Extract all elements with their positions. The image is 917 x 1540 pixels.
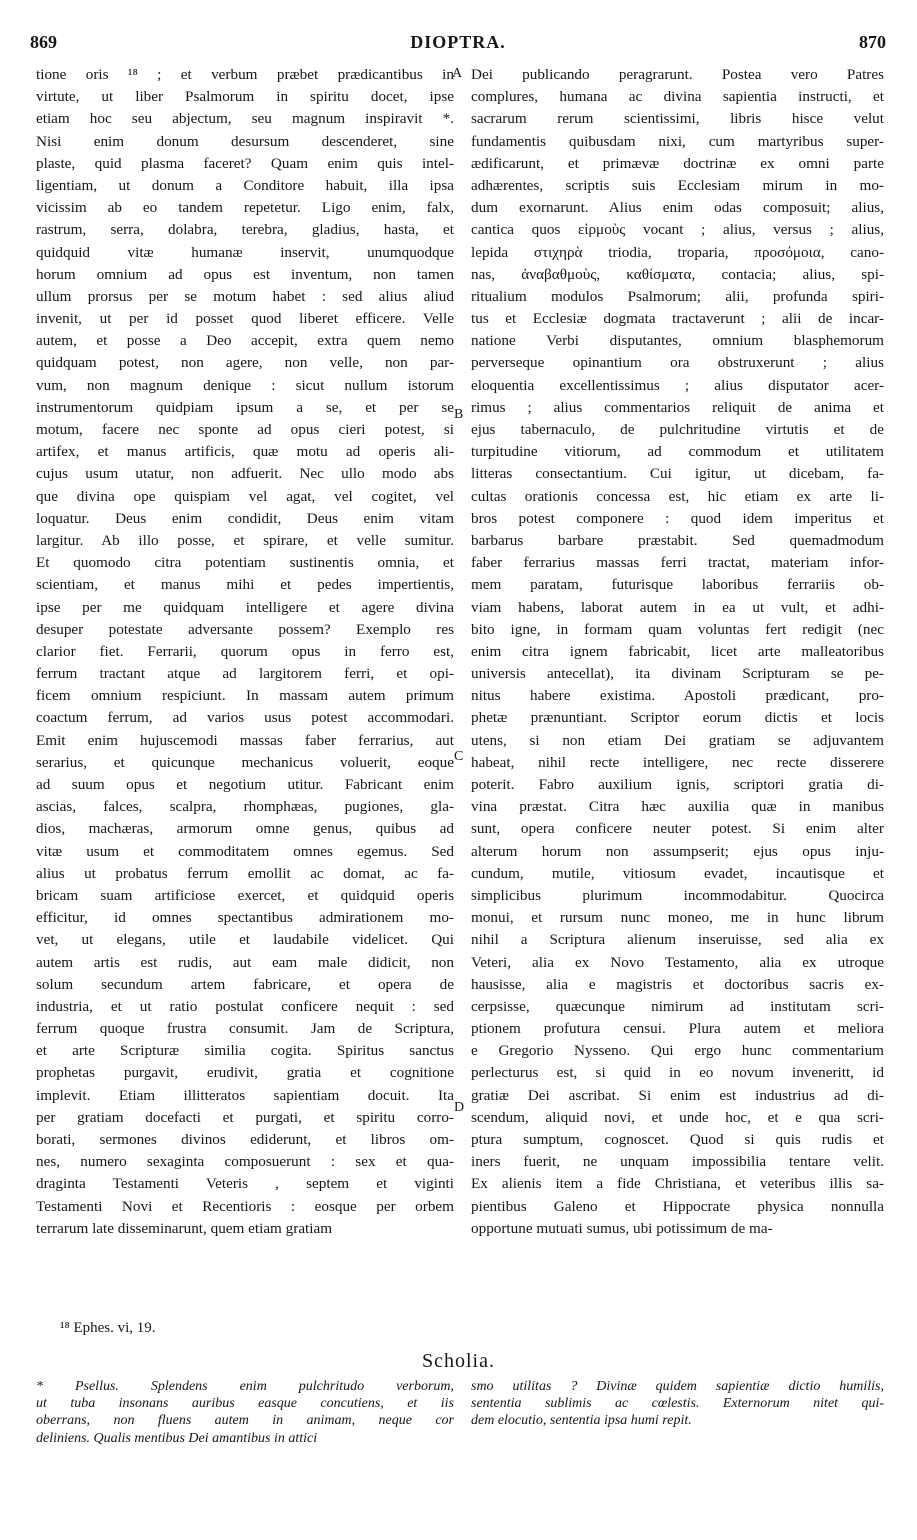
text-line: cantica quos εἱρμοὺς vocant ; alius, versus ; alius, xyxy=(471,221,884,239)
text-line: scendum, aliquid novi, et unde hoc, et e qua scri- xyxy=(471,1108,884,1126)
text-line: prophetas purgavit, erudivit, gratia et cognitione xyxy=(36,1064,454,1082)
text-line: poterit. Fabro auxilium ignis, scriptori gratia di- xyxy=(471,776,884,793)
text-line: perlecturus est, si quid in eo novum inveneritt, id xyxy=(471,1064,884,1082)
text-line: virtute, ut liber Psalmorum in spiritu docet, ipse xyxy=(36,88,454,106)
text-line: motum, facere nec sponte ad opus cieri potest, si xyxy=(36,421,454,438)
text-line: ipse per me quidquam intelligere et agere divina xyxy=(36,598,454,616)
text-line: complures, humana ac divina sapientia instructi, et xyxy=(471,88,884,106)
text-line: cerpsisse, quæcunque nimirum ad institutam scri- xyxy=(471,997,884,1015)
page-number-right: 870 xyxy=(859,32,886,52)
text-line: vicissim ab eo tandem repetetur. Ligo enim, falx, xyxy=(36,199,454,217)
scholia-line: ut tuba insonans auribus easque concutiens, et iis xyxy=(36,1396,454,1412)
text-line: Dei publicando peragrarunt. Postea vero Patres xyxy=(471,66,884,83)
text-line: monui, et rursum nunc moneo, me in hunc librum xyxy=(471,909,884,927)
scholia-line: dem elocutio, sententia ipsa humi repit. xyxy=(471,1413,692,1429)
text-line: ptura sumptum, cognoscet. Quod si quis rudis et xyxy=(471,1131,884,1148)
text-line: draginta Testamenti Veteris , septem et viginti xyxy=(36,1175,454,1193)
scholia-left-column xyxy=(36,1378,454,1447)
text-line: alterum horum non assumpserit; ejus opus inju- xyxy=(471,842,884,860)
text-line: ad suum opus et negotium utitur. Fabricant enim xyxy=(36,776,454,793)
text-line: fundamentis quibusdam nixi, cum martyribus super- xyxy=(471,132,884,150)
margin-marker-d: D xyxy=(454,1100,465,1115)
text-line: nas, ἀναβαθμοὺς, καθίσματα, contacia; alius, spi- xyxy=(471,265,884,283)
left-column xyxy=(36,64,454,1240)
text-line: rastrum, serra, dolabra, terebra, gladius, hasta, et xyxy=(36,221,454,239)
text-line: ejus tabernaculo, de pulchritudine virtutis et de xyxy=(471,421,884,438)
text-line: ficem omnium respiciunt. In massam autem primum xyxy=(36,687,454,705)
text-line: Veteri, alia ex Novo Testamento, alia ex utroque xyxy=(471,953,884,971)
text-line: simplicibus plurimum incommodabitur. Quocirca xyxy=(471,886,884,904)
text-line: ædificarunt, et primævæ doctrinæ ex omni parte xyxy=(471,154,884,172)
text-line: terrarum late disseminarunt, quem etiam gratiam xyxy=(36,1219,333,1237)
text-line: e Gregorio Nysseno. Qui ergo hunc commentarium xyxy=(471,1042,884,1060)
text-line: largitur. Ab illo posse, et spirare, et velle sumitur. xyxy=(36,531,454,549)
text-line: utens, si non etiam Dei gratiam se adjuvantem xyxy=(471,731,884,749)
text-line: vet, ut elegans, utile et laudabile videlicet. Qui xyxy=(36,931,454,949)
text-line: loquatur. Deus enim condidit, Deus enim vitam xyxy=(36,509,454,527)
text-line: tione oris ¹⁸ ; et verbum præbet prædicantibus in xyxy=(36,66,454,83)
text-line: plaste, quid plasma faceret? Quam enim quis intel- xyxy=(36,154,454,172)
running-header xyxy=(30,32,886,56)
scholia-line: sententia sublimis ac cœlestis. Externorum nitet qui- xyxy=(471,1396,884,1412)
text-line: per gratiam docefacti et purgati, et spiritu corro- xyxy=(36,1108,454,1126)
page-number-left: 869 xyxy=(30,32,57,52)
text-line: Et quomodo citra potentiam sustinentis omnia, et xyxy=(36,554,454,572)
right-column xyxy=(471,64,884,1240)
text-line: ullum prorsus per se motum habet : sed alius aliud xyxy=(36,287,454,305)
text-line: faber ferrarius massas ferri tractat, materiam infor- xyxy=(471,554,884,572)
scholia-right-column xyxy=(471,1378,884,1430)
text-line: Nisi enim donum desursum descenderet, sine xyxy=(36,132,454,150)
text-line: litteras consectantium. Cui igitur, ut dicebam, fa- xyxy=(471,465,884,483)
text-line: borati, sermones divinos ediderunt, et libros om- xyxy=(36,1131,454,1148)
text-line: adhærentes, scriptis suis Ecclesiam mirum in mo- xyxy=(471,176,884,194)
text-line: ascias, falces, scalpra, rhomphæas, pugiones, gla- xyxy=(36,798,454,816)
text-line: phetæ prænuntiant. Scriptor eorum dictis et locis xyxy=(471,709,884,727)
text-line: Ex alienis item a fide Christiana, et veteribus illis sa- xyxy=(471,1175,884,1193)
scholia-line: smo utilitas ? Divinæ quidem sapientiæ dictio humilis, xyxy=(471,1379,884,1394)
text-line: cultas orationis concessa est, hic etiam ex arte li- xyxy=(471,487,884,505)
text-line: vina præstat. Citra hæc auxilia quæ in manibus xyxy=(471,798,884,816)
text-line: viam habens, laborat autem in ea ut vult, et adhi- xyxy=(471,598,884,616)
text-line: autem, et posse a Deo accepit, extra quem nemo xyxy=(36,332,454,350)
text-line: turpitudine vitiorum, ad commodum et utilitatem xyxy=(471,443,884,461)
text-line: invenit, ut per id posset quod liberet efficere. Velle xyxy=(36,310,454,328)
text-line: opportune mutuati sumus, ubi potissimum de ma- xyxy=(471,1219,773,1237)
text-line: quidquid vitæ humanæ inservit, unumquodque xyxy=(36,243,454,261)
text-line: gratiæ Dei ascribat. Si enim est industrius ad di- xyxy=(471,1086,884,1104)
text-line: dios, machæras, armorum omne genus, quibus ad xyxy=(36,820,454,838)
text-line: alius ut probatus ferrum emollit ac domat, ac fa- xyxy=(36,864,454,882)
text-line: vitæ usum et commoditatem omnes egemus. Sed xyxy=(36,842,454,860)
text-line: enim citra ignem fabricabit, licet arte malleatoribus xyxy=(471,642,884,660)
text-line: eloquentia excellentissimus ; alius disputator acer- xyxy=(471,376,884,394)
text-line: ritualium modulos Psalmorum; alii, profunda spiri- xyxy=(471,287,884,305)
text-line: etiam hoc seu abjectum, seu magnum inspiravit *. xyxy=(36,110,454,128)
text-line: ligentiam, ut donum a Conditore habuit, illa ipsa xyxy=(36,176,454,194)
scholia-line: deliniens. Qualis mentibus Dei amantibus in attici xyxy=(36,1430,318,1446)
text-line: habeat, nihil recte intelligere, nec recte disserere xyxy=(471,753,884,771)
running-title: DIOPTRA. xyxy=(410,32,506,52)
text-line: hausisse, alia e magistris et doctoribus sacris ex- xyxy=(471,975,884,993)
margin-marker-a: A xyxy=(452,66,463,81)
text-line: mem paratam, futurisque laboribus ferrariis ob- xyxy=(471,576,884,594)
text-line: perverseque opinantium ora obstruxerunt ; alius xyxy=(471,354,884,372)
text-line: artifex, et manus artificis, quæ motu ad operis ali- xyxy=(36,443,454,461)
text-line: barbarus barbare præstabit. Sed quemadmodum xyxy=(471,531,884,549)
text-line: bros potest componere : quod idem imperitus et xyxy=(471,509,884,527)
text-line: rimus ; alius commentarios reliquit de anima et xyxy=(471,398,884,416)
text-line: autem artis est rudis, aut eam male didicit, non xyxy=(36,953,454,971)
footnote: ¹⁸ Ephes. vi, 19. xyxy=(60,1320,156,1336)
text-line: dum exornarunt. Alius enim odas composuit; alius, xyxy=(471,199,884,217)
text-line: clarior fiet. Ferrarii, quorum opus in ferro est, xyxy=(36,642,454,660)
text-line: ptionem profutura censui. Plura autem et meliora xyxy=(471,1020,884,1038)
text-line: Testamenti Novi et Recentioris : eosque per orbem xyxy=(36,1197,454,1215)
margin-marker-b: B xyxy=(454,407,464,422)
text-line: ferrum quoque frustra consumit. Jam de Scriptura, xyxy=(36,1020,454,1038)
scholia-line: oberrans, non fluens autem in animam, neque cor xyxy=(36,1413,454,1429)
text-line: implevit. Etiam illitteratos sapientiam docuit. Ita xyxy=(36,1086,454,1104)
text-line: quidquam potest, non agere, non velle, non par- xyxy=(36,354,454,372)
text-line: efficitur, id omnes spectantibus admirationem mo- xyxy=(36,909,454,927)
text-line: nes, numero sexaginta composuerunt : sex et qua- xyxy=(36,1153,454,1171)
text-line: nihil a Scriptura alienum inseruisse, sed alia ex xyxy=(471,931,884,949)
text-line: natione Verbi disputantes, omnium blasphemorum xyxy=(471,332,884,350)
text-line: solum secundum artem fabricare, et opera de xyxy=(36,975,454,993)
text-line: et arte Scripturæ similia cogita. Spiritus sanctus xyxy=(36,1042,454,1060)
text-line: desuper potestate adversante possem? Exemplo res xyxy=(36,620,454,638)
text-line: cujus usum utatur, non adfuerit. Nec ullo modo abs xyxy=(36,465,454,483)
text-line: scientiam, et manus mihi et pedes impertientis, xyxy=(36,576,454,594)
text-line: bricam suam artificiose exercet, et quidquid operis xyxy=(36,886,454,904)
text-line: sunt, opera conficere neuter potest. Si enim alter xyxy=(471,820,884,838)
text-line: tus et Ecclesiæ dogmata tractaverunt ; alii de incar- xyxy=(471,310,884,328)
scholia-heading: Scholia. xyxy=(422,1350,495,1372)
text-line: ferrum tractant atque ad largitorem ferri, et opi- xyxy=(36,665,454,683)
text-line: sacrarum rerum scientissimi, libris hisce velut xyxy=(471,110,884,128)
text-line: iners fuerit, ne unquam impossibilia tentare velit. xyxy=(471,1153,884,1171)
text-line: universis antecellat), ita divinam Scripturam se pe- xyxy=(471,665,884,683)
scholia-line: * Psellus. Splendens enim pulchritudo verborum, xyxy=(36,1379,454,1394)
text-line: Emit enim hujuscemodi massas faber ferrarius, aut xyxy=(36,731,454,749)
text-line: pientibus Galeno et Hippocrate physica nonnulla xyxy=(471,1197,884,1215)
text-line: vum, non magnum denique : sicut nullum istorum xyxy=(36,376,454,394)
text-line: nitus habere existima. Apostoli prædicant, pro- xyxy=(471,687,884,705)
text-line: industria, et ut ratio postulat conficere nequit : sed xyxy=(36,997,454,1015)
text-line: horum omnium ad opus est inventum, non tamen xyxy=(36,265,454,283)
text-line: serarius, et quicunque mechanicus voluerit, eoque xyxy=(36,753,454,771)
text-line: que divina ope quispiam vel agat, vel cogitet, vel xyxy=(36,487,454,505)
text-line: cundum, mutile, vitiosum evadet, incautisque et xyxy=(471,864,884,882)
margin-marker-c: C xyxy=(454,749,464,764)
text-line: coactum ferrum, ad varios usus potest accommodari. xyxy=(36,709,454,727)
text-line: lepida στιχηρὰ triodia, troparia, προσόμοια, cano- xyxy=(471,243,884,261)
text-line: instrumentorum quidpiam ipsum a se, et per se xyxy=(36,398,454,416)
text-line: bito igne, in formam quam voluntas fert redigit (nec xyxy=(471,620,884,638)
